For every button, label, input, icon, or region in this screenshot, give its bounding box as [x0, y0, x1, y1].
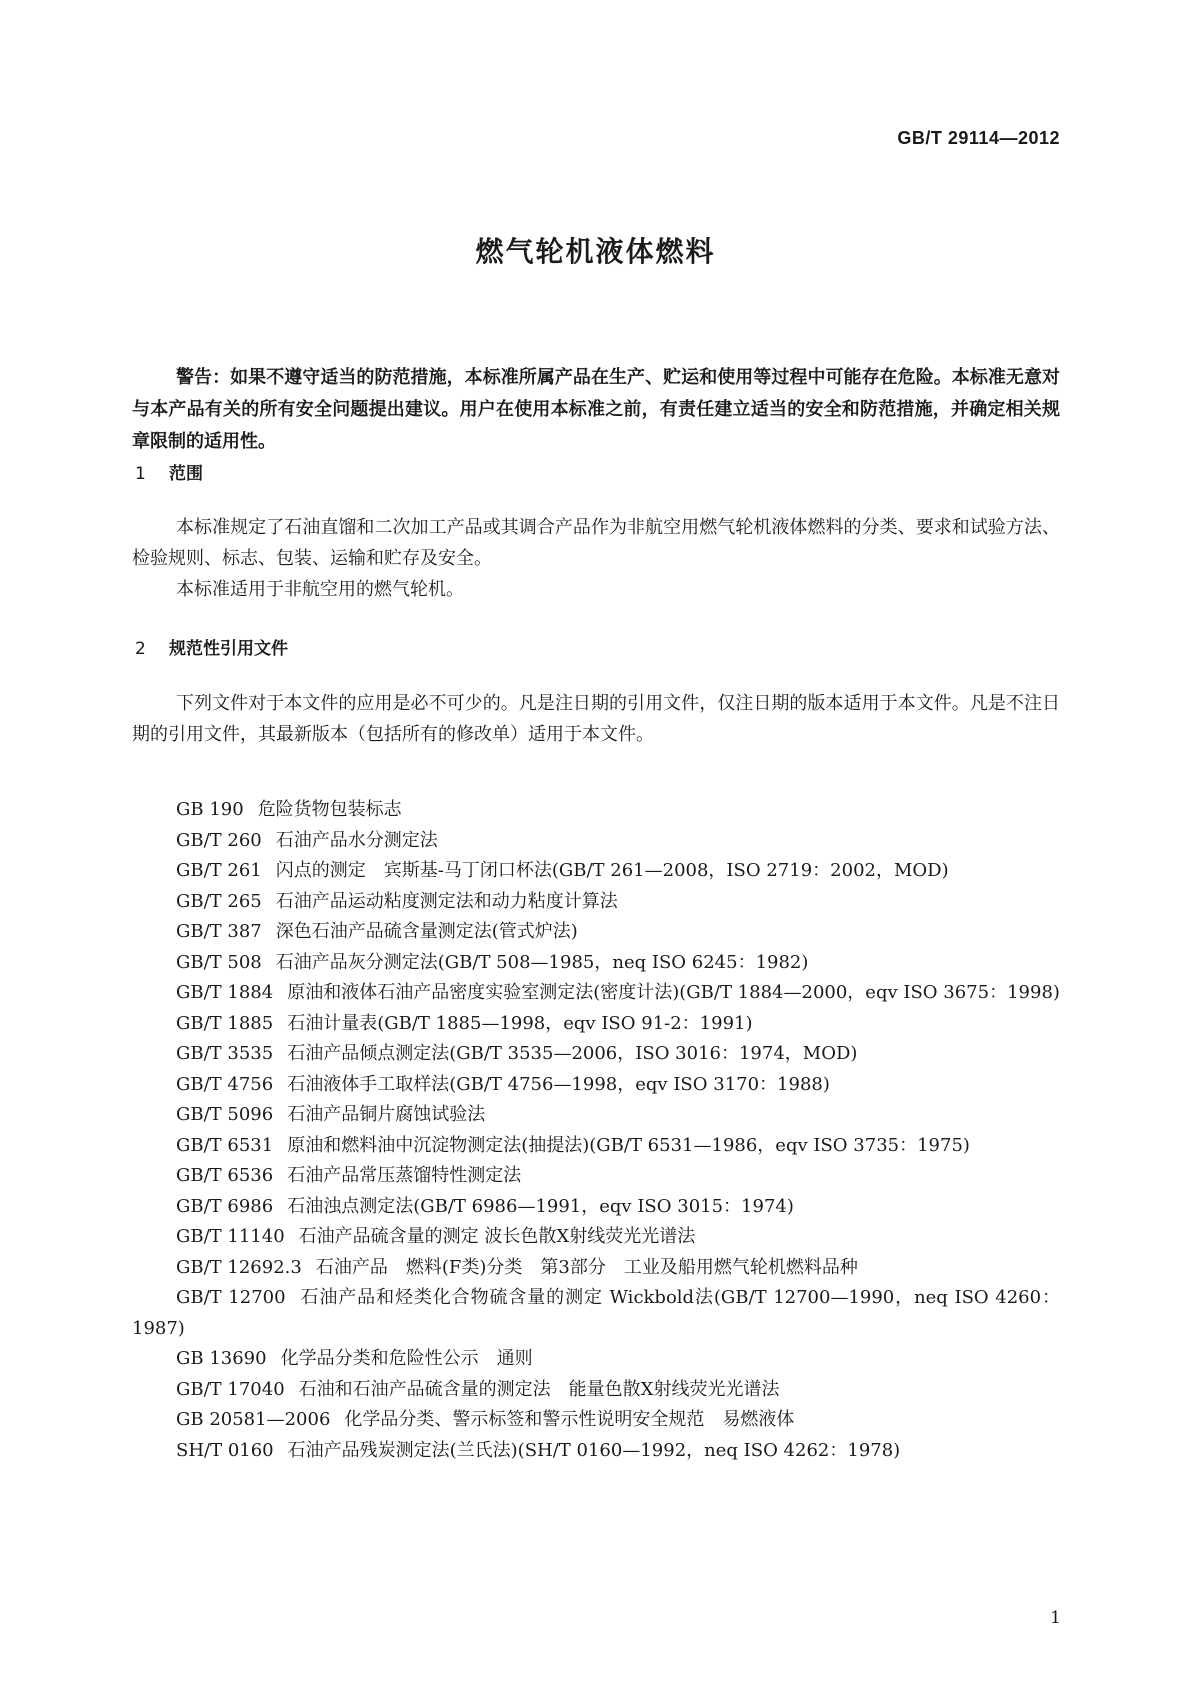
reference-code: GB/T 265 [176, 890, 262, 912]
reference-item [132, 1192, 1060, 1223]
reference-list [132, 795, 1060, 1466]
reference-code: GB/T 11140 [176, 1226, 285, 1247]
reference-item [132, 917, 1060, 948]
reference-code: GB/T 1884 [176, 982, 274, 1003]
reference-code: GB/T 17040 [176, 1378, 285, 1400]
reference-title: 原油和液体石油产品密度实验室测定法(密度计法)(GB/T 1884—2000，eqv ISO 3675：1998) [287, 982, 1060, 1003]
warning-paragraph: 警告：如果不遵守适当的防范措施，本标准所属产品在生产、贮运和使用等过程中可能存在危险。本标准无意对与本产品有关的所有安全问题提出建议。用户在使用本标准之前，有责任建立适当的安全和防范措施，并确定相关规章限制的适用性。 [132, 367, 1060, 452]
reference-title: 危险货物包装标志 [257, 799, 402, 820]
reference-title: 石油产品灰分测定法(GB/T 508—1985，neq ISO 6245：1982) [275, 951, 809, 973]
reference-item [132, 856, 1060, 887]
section-1-paragraph: 本标准规定了石油直馏和二次加工产品或其调合产品作为非航空用燃气轮机液体燃料的分类、要求和试验方法、检验规则、标志、包装、运输和贮存及安全。 [132, 517, 1060, 569]
reference-code: GB/T 6531 [176, 1134, 274, 1156]
reference-title: 石油产品和烃类化合物硫含量的测定 Wickbold法(GB/T 12700—1990，neq ISO 4260：1987) [132, 1287, 1060, 1339]
reference-item [132, 1161, 1060, 1192]
reference-title: 石油产品铜片腐蚀试验法 [287, 1104, 486, 1125]
reference-item [132, 1070, 1060, 1101]
section-2-number: 2 [135, 639, 146, 659]
reference-item [132, 1253, 1060, 1284]
section-1-heading [135, 459, 203, 484]
section-2-heading [135, 634, 288, 659]
reference-code: GB/T 5096 [176, 1104, 274, 1125]
reference-item [132, 948, 1060, 979]
reference-item [132, 978, 1060, 1009]
reference-code: GB/T 260 [176, 829, 262, 851]
reference-title: 闪点的测定 宾斯基-马丁闭口杯法(GB/T 261—2008，ISO 2719：2002，MOD) [275, 860, 949, 881]
reference-title: 石油液体手工取样法(GB/T 4756—1998，eqv ISO 3170：1988) [287, 1073, 830, 1095]
reference-title: 化学品分类、警示标签和警示性说明安全规范 易燃液体 [344, 1409, 795, 1430]
reference-title: 石油产品常压蒸馏特性测定法 [287, 1165, 522, 1186]
reference-code: GB 20581—2006 [176, 1409, 331, 1430]
section-2-intro-text: 下列文件对于本文件的应用是必不可少的。凡是注日期的引用文件，仅注日期的版本适用于本文件。凡是不注日期的引用文件，其最新版本（包括所有的修改单）适用于本文件。 [132, 693, 1060, 745]
reference-title: 深色石油产品硫含量测定法(管式炉法) [275, 921, 578, 942]
reference-code: GB/T 261 [176, 860, 262, 881]
section-1-title: 范围 [169, 464, 203, 484]
reference-title: 石油产品运动粘度测定法和动力粘度计算法 [275, 890, 618, 912]
reference-title: 原油和燃料油中沉淀物测定法(抽提法)(GB/T 6531—1986，eqv ISO 3735：1975) [287, 1134, 970, 1156]
reference-title: 石油产品硫含量的测定 波长色散X射线荧光光谱法 [298, 1226, 696, 1247]
standard-number: GB/T 29114—2012 [897, 128, 1060, 148]
reference-title: 石油产品残炭测定法(兰氏法)(SH/T 0160—1992，neq ISO 4262：1978) [287, 1439, 901, 1461]
section-2-title: 规范性引用文件 [169, 639, 288, 659]
reference-code: GB/T 4756 [176, 1073, 274, 1095]
reference-item [132, 1436, 1060, 1467]
reference-item [132, 1222, 1060, 1253]
reference-item [132, 795, 1060, 826]
page-number: 1 [1050, 1608, 1061, 1628]
reference-code: SH/T 0160 [176, 1439, 274, 1461]
reference-code: GB/T 12692.3 [176, 1256, 302, 1278]
section-1-number: 1 [135, 464, 146, 484]
reference-item [132, 1039, 1060, 1070]
document-title: 燃气轮机液体燃料 [475, 235, 716, 268]
reference-code: GB/T 1885 [176, 1012, 274, 1034]
reference-code: GB/T 6986 [176, 1195, 274, 1217]
reference-item [132, 1405, 1060, 1436]
reference-code: GB/T 387 [176, 921, 262, 942]
reference-item [132, 1100, 1060, 1131]
reference-title: 化学品分类和危险性公示 通则 [280, 1348, 533, 1369]
reference-title: 石油产品 燃料(F类)分类 第3部分 工业及船用燃气轮机燃料品种 [315, 1256, 858, 1278]
reference-title: 石油和石油产品硫含量的测定法 能量色散X射线荧光光谱法 [298, 1378, 780, 1400]
reference-title: 石油计量表(GB/T 1885—1998，eqv ISO 91-2：1991) [287, 1012, 753, 1034]
reference-title: 石油产品水分测定法 [275, 829, 438, 851]
reference-item [132, 1009, 1060, 1040]
reference-code: GB/T 12700 [176, 1287, 286, 1308]
reference-item [132, 1283, 1060, 1344]
reference-item [132, 1131, 1060, 1162]
reference-title: 石油浊点测定法(GB/T 6986—1991，eqv ISO 3015：1974) [287, 1195, 794, 1217]
reference-title: 石油产品倾点测定法(GB/T 3535—2006，ISO 3016：1974，MOD) [287, 1043, 858, 1064]
section-1-paragraph: 本标准适用于非航空用的燃气轮机。 [176, 579, 464, 600]
reference-item [132, 1375, 1060, 1406]
reference-code: GB/T 6536 [176, 1165, 274, 1186]
reference-code: GB 13690 [176, 1348, 267, 1369]
reference-code: GB/T 3535 [176, 1043, 274, 1064]
reference-code: GB 190 [176, 799, 244, 820]
reference-item [132, 826, 1060, 857]
section-2-intro [132, 688, 1060, 750]
reference-item [132, 887, 1060, 918]
section-1-body [132, 512, 1060, 605]
reference-item [132, 1344, 1060, 1375]
reference-code: GB/T 508 [176, 951, 262, 973]
